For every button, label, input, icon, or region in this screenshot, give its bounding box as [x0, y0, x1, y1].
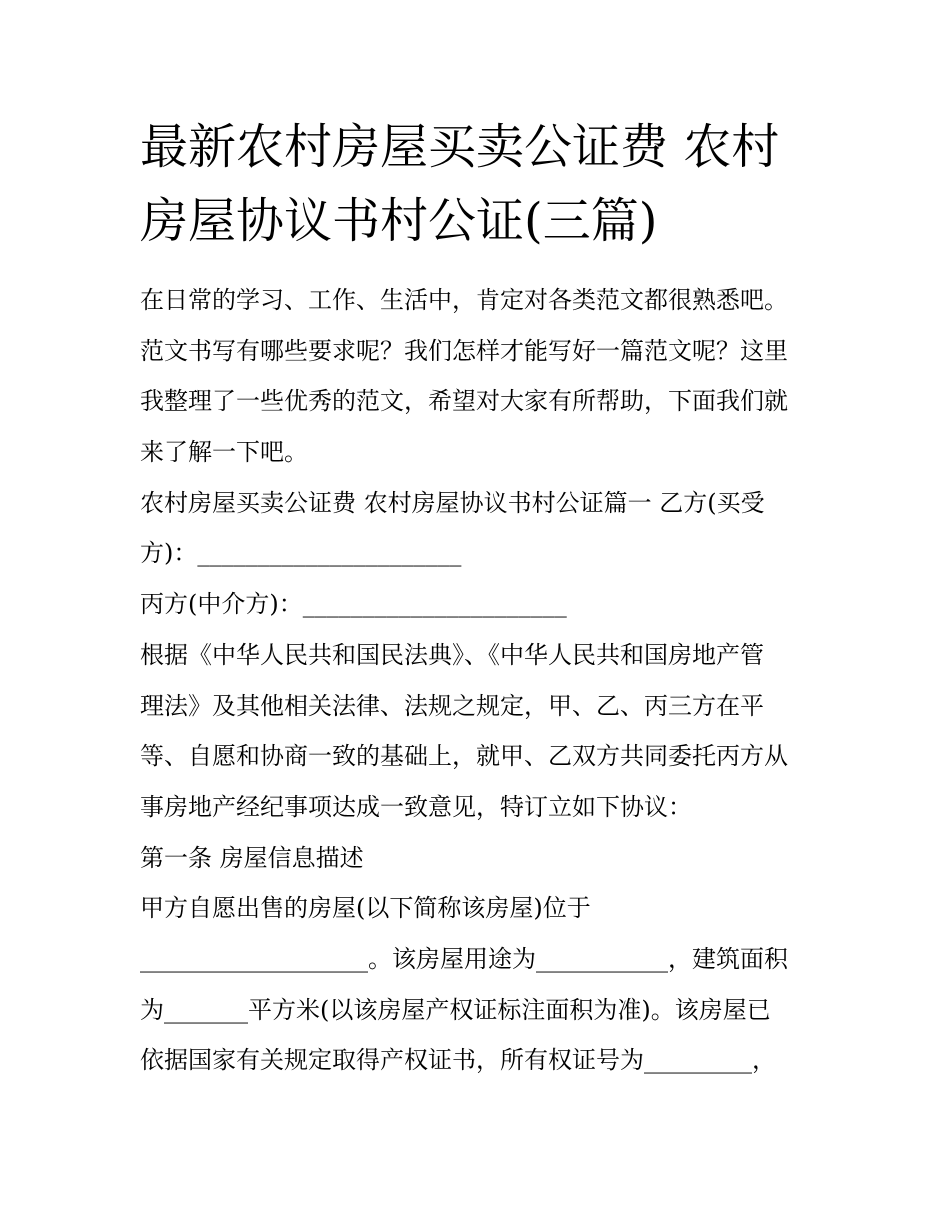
body-line: 在日常的学习、工作、生活中，肯定对各类范文都很熟悉吧。 [140, 286, 788, 314]
body-line: 等、自愿和协商一致的基础上，就甲、乙双方共同委托丙方从 [140, 742, 788, 771]
body-line: 依据国家有关规定取得产权证书，所有权证号为_________， [140, 1046, 776, 1075]
body-line: 方)：______________________ [140, 539, 462, 568]
body-line: 事房地产经纪事项达成一致意见，特订立如下协议： [140, 792, 692, 821]
body-line: 根据《中华人民共和国民法典》、《中华人民共和国房地产管 [140, 640, 764, 669]
body-line: 甲方自愿出售的房屋(以下简称该房屋)位于 [140, 894, 591, 923]
body-line: 范文书写有哪些要求呢？我们怎样才能写好一篇范文呢？这里 [140, 336, 788, 365]
body-line: ___________________。该房屋用途为___________，建筑面积 [140, 944, 788, 973]
title-line: 房屋协议书村公证(三篇) [140, 193, 658, 249]
body-line: 我整理了一些优秀的范文，希望对大家有所帮助，下面我们就 [140, 387, 788, 416]
body-line: 农村房屋买卖公证费 农村房屋协议书村公证篇一 乙方(买受 [140, 488, 765, 517]
title-line: 最新农村房屋买卖公证费 农村 [140, 119, 780, 175]
document-title [140, 110, 830, 258]
body-line: 为_______平方米(以该房屋产权证标注面积为准)。该房屋已 [140, 995, 771, 1024]
body-line: 理法》及其他相关法律、法规之规定，甲、乙、丙三方在平 [140, 691, 764, 720]
section-heading: 第一条 房屋信息描述 [140, 843, 364, 872]
body-line: 来了解一下吧。 [140, 438, 308, 467]
body-line: 丙方(中介方)：______________________ [140, 590, 567, 619]
document-body [140, 275, 840, 1086]
